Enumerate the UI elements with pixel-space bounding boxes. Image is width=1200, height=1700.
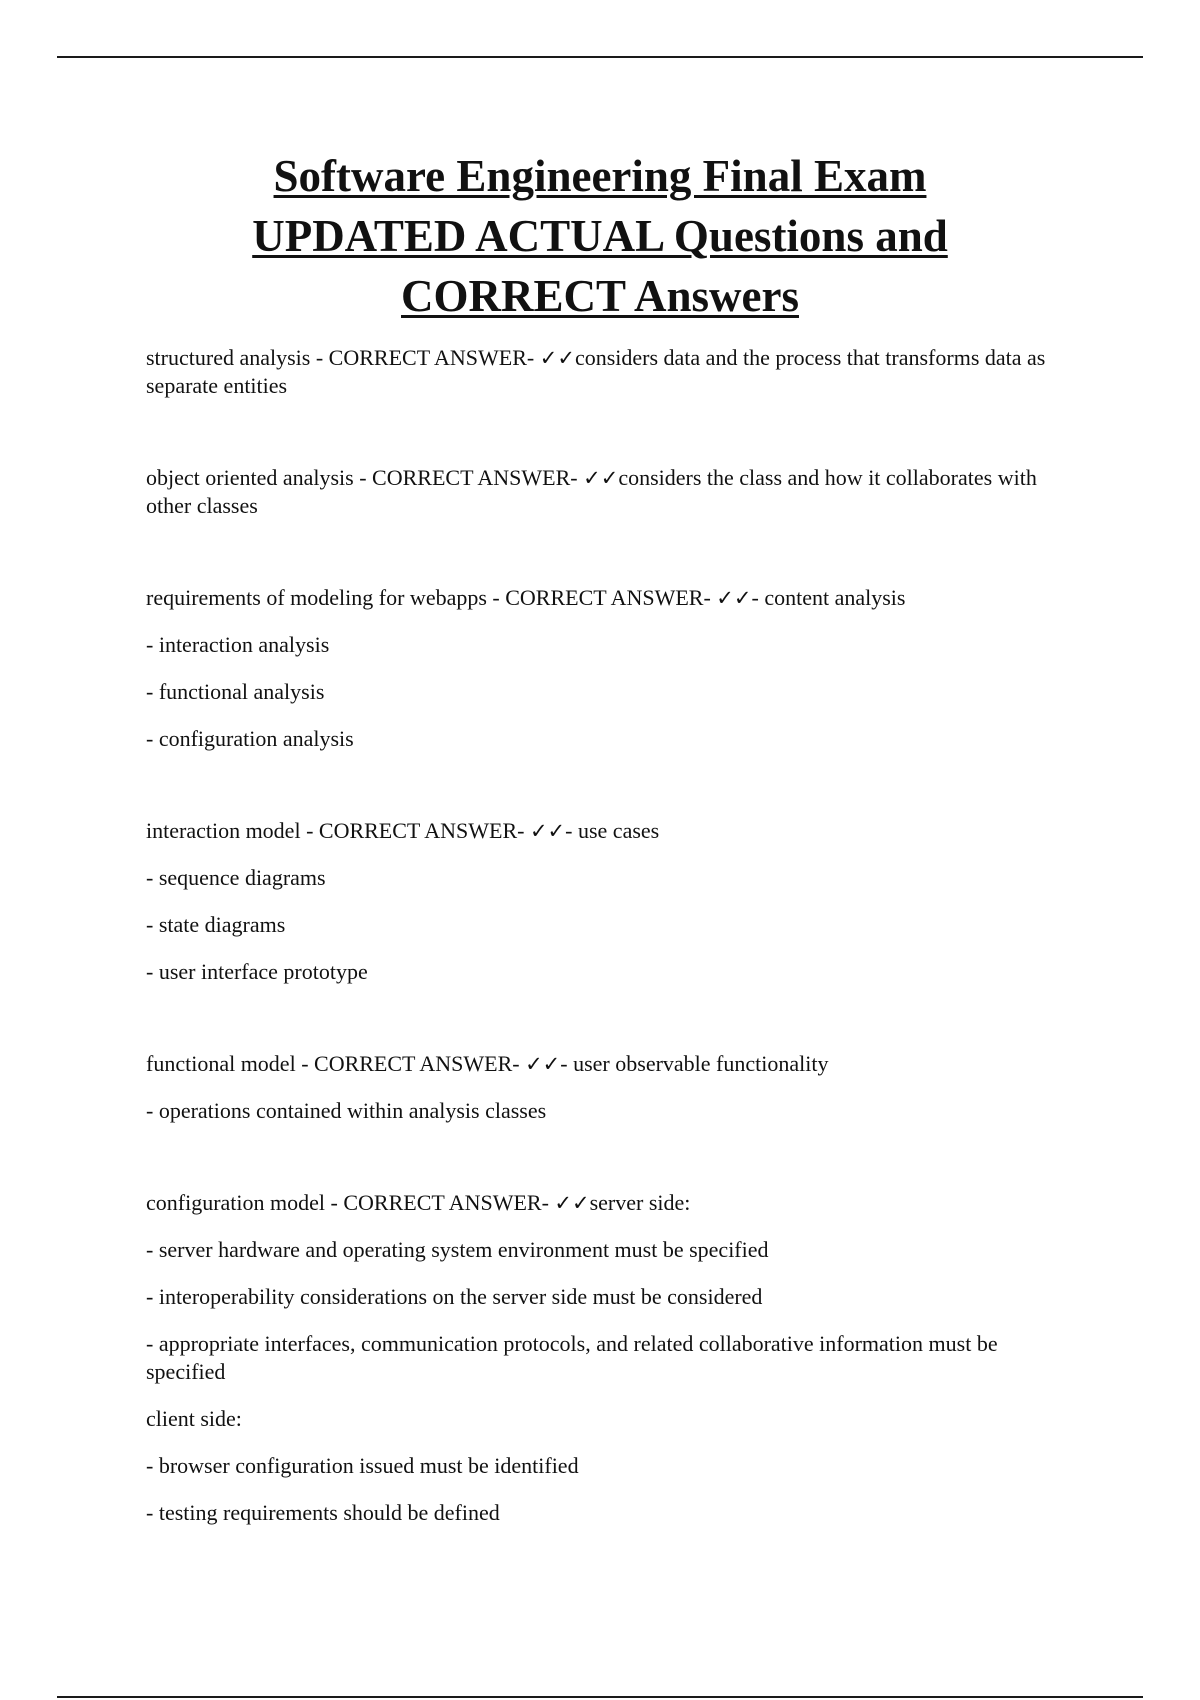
qa-item [146, 464, 1066, 520]
qa-term: functional model [146, 1051, 296, 1076]
correct-answer-marker: - CORRECT ANSWER- [300, 818, 530, 843]
qa-line: - operations contained within analysis classes [146, 1098, 547, 1123]
document-title [0, 146, 1200, 326]
qa-line: - interoperability considerations on the server side must be considered [146, 1284, 763, 1309]
correct-answer-marker: - CORRECT ANSWER- [353, 465, 584, 490]
double-check-icon: ✓✓ [529, 819, 566, 843]
correct-answer-marker: - CORRECT ANSWER- [295, 1051, 526, 1076]
correct-answer-marker: - CORRECT ANSWER- [325, 1190, 555, 1215]
qa-line: - interaction analysis [146, 632, 330, 657]
qa-answer: - use cases [565, 818, 660, 843]
qa-term: object oriented analysis [146, 465, 354, 490]
qa-term: interaction model [146, 818, 301, 843]
qa-answer: server side: [589, 1190, 691, 1215]
title-line-1: Software Engineering Final Exam [273, 151, 927, 201]
title-line-3: CORRECT Answers [401, 271, 799, 321]
qa-line: - user interface prototype [146, 959, 368, 984]
qa-first-line [146, 1050, 1066, 1078]
qa-term: structured analysis [146, 345, 311, 370]
qa-first-line [146, 584, 1066, 612]
qa-line: - state diagrams [146, 912, 286, 937]
title-line-2: UPDATED ACTUAL Questions and [252, 211, 948, 261]
qa-line: client side: [146, 1406, 242, 1431]
qa-line: - functional analysis [146, 679, 325, 704]
qa-answer: - content analysis [751, 585, 906, 610]
double-check-icon: ✓✓ [525, 1052, 561, 1076]
qa-first-line [146, 464, 1066, 520]
qa-line: - server hardware and operating system environment must be specified [146, 1237, 769, 1262]
correct-answer-marker: - CORRECT ANSWER- [310, 345, 540, 370]
qa-first-line [146, 817, 1066, 845]
qa-item [146, 1050, 1066, 1125]
correct-answer-marker: - CORRECT ANSWER- [486, 585, 717, 610]
qa-first-line [146, 1189, 1066, 1217]
qa-term: configuration model [146, 1190, 326, 1215]
double-check-icon: ✓✓ [716, 586, 752, 610]
qa-first-line [146, 344, 1066, 400]
double-check-icon: ✓✓ [554, 1191, 590, 1215]
footer-rule [57, 1696, 1143, 1698]
qa-answer: considers data and the process that transforms data as separate entities [146, 345, 1046, 398]
qa-answer: - user observable functionality [560, 1051, 829, 1076]
qa-line: - sequence diagrams [146, 865, 326, 890]
qa-line: - appropriate interfaces, communication protocols, and related collaborative information must be specified [146, 1331, 998, 1384]
qa-item [146, 584, 1066, 753]
qa-item [146, 344, 1066, 400]
qa-term: requirements of modeling for webapps [146, 585, 487, 610]
qa-item [146, 1189, 1066, 1527]
qa-item [146, 817, 1066, 986]
header-rule [57, 56, 1143, 58]
qa-line: - configuration analysis [146, 726, 354, 751]
qa-line: - testing requirements should be defined [146, 1500, 500, 1525]
qa-answer: considers the class and how it collaborates with other classes [146, 465, 1037, 518]
qa-line: - browser configuration issued must be identified [146, 1453, 579, 1478]
double-check-icon: ✓✓ [539, 346, 575, 370]
qa-list [146, 344, 1066, 1591]
double-check-icon: ✓✓ [583, 466, 619, 490]
